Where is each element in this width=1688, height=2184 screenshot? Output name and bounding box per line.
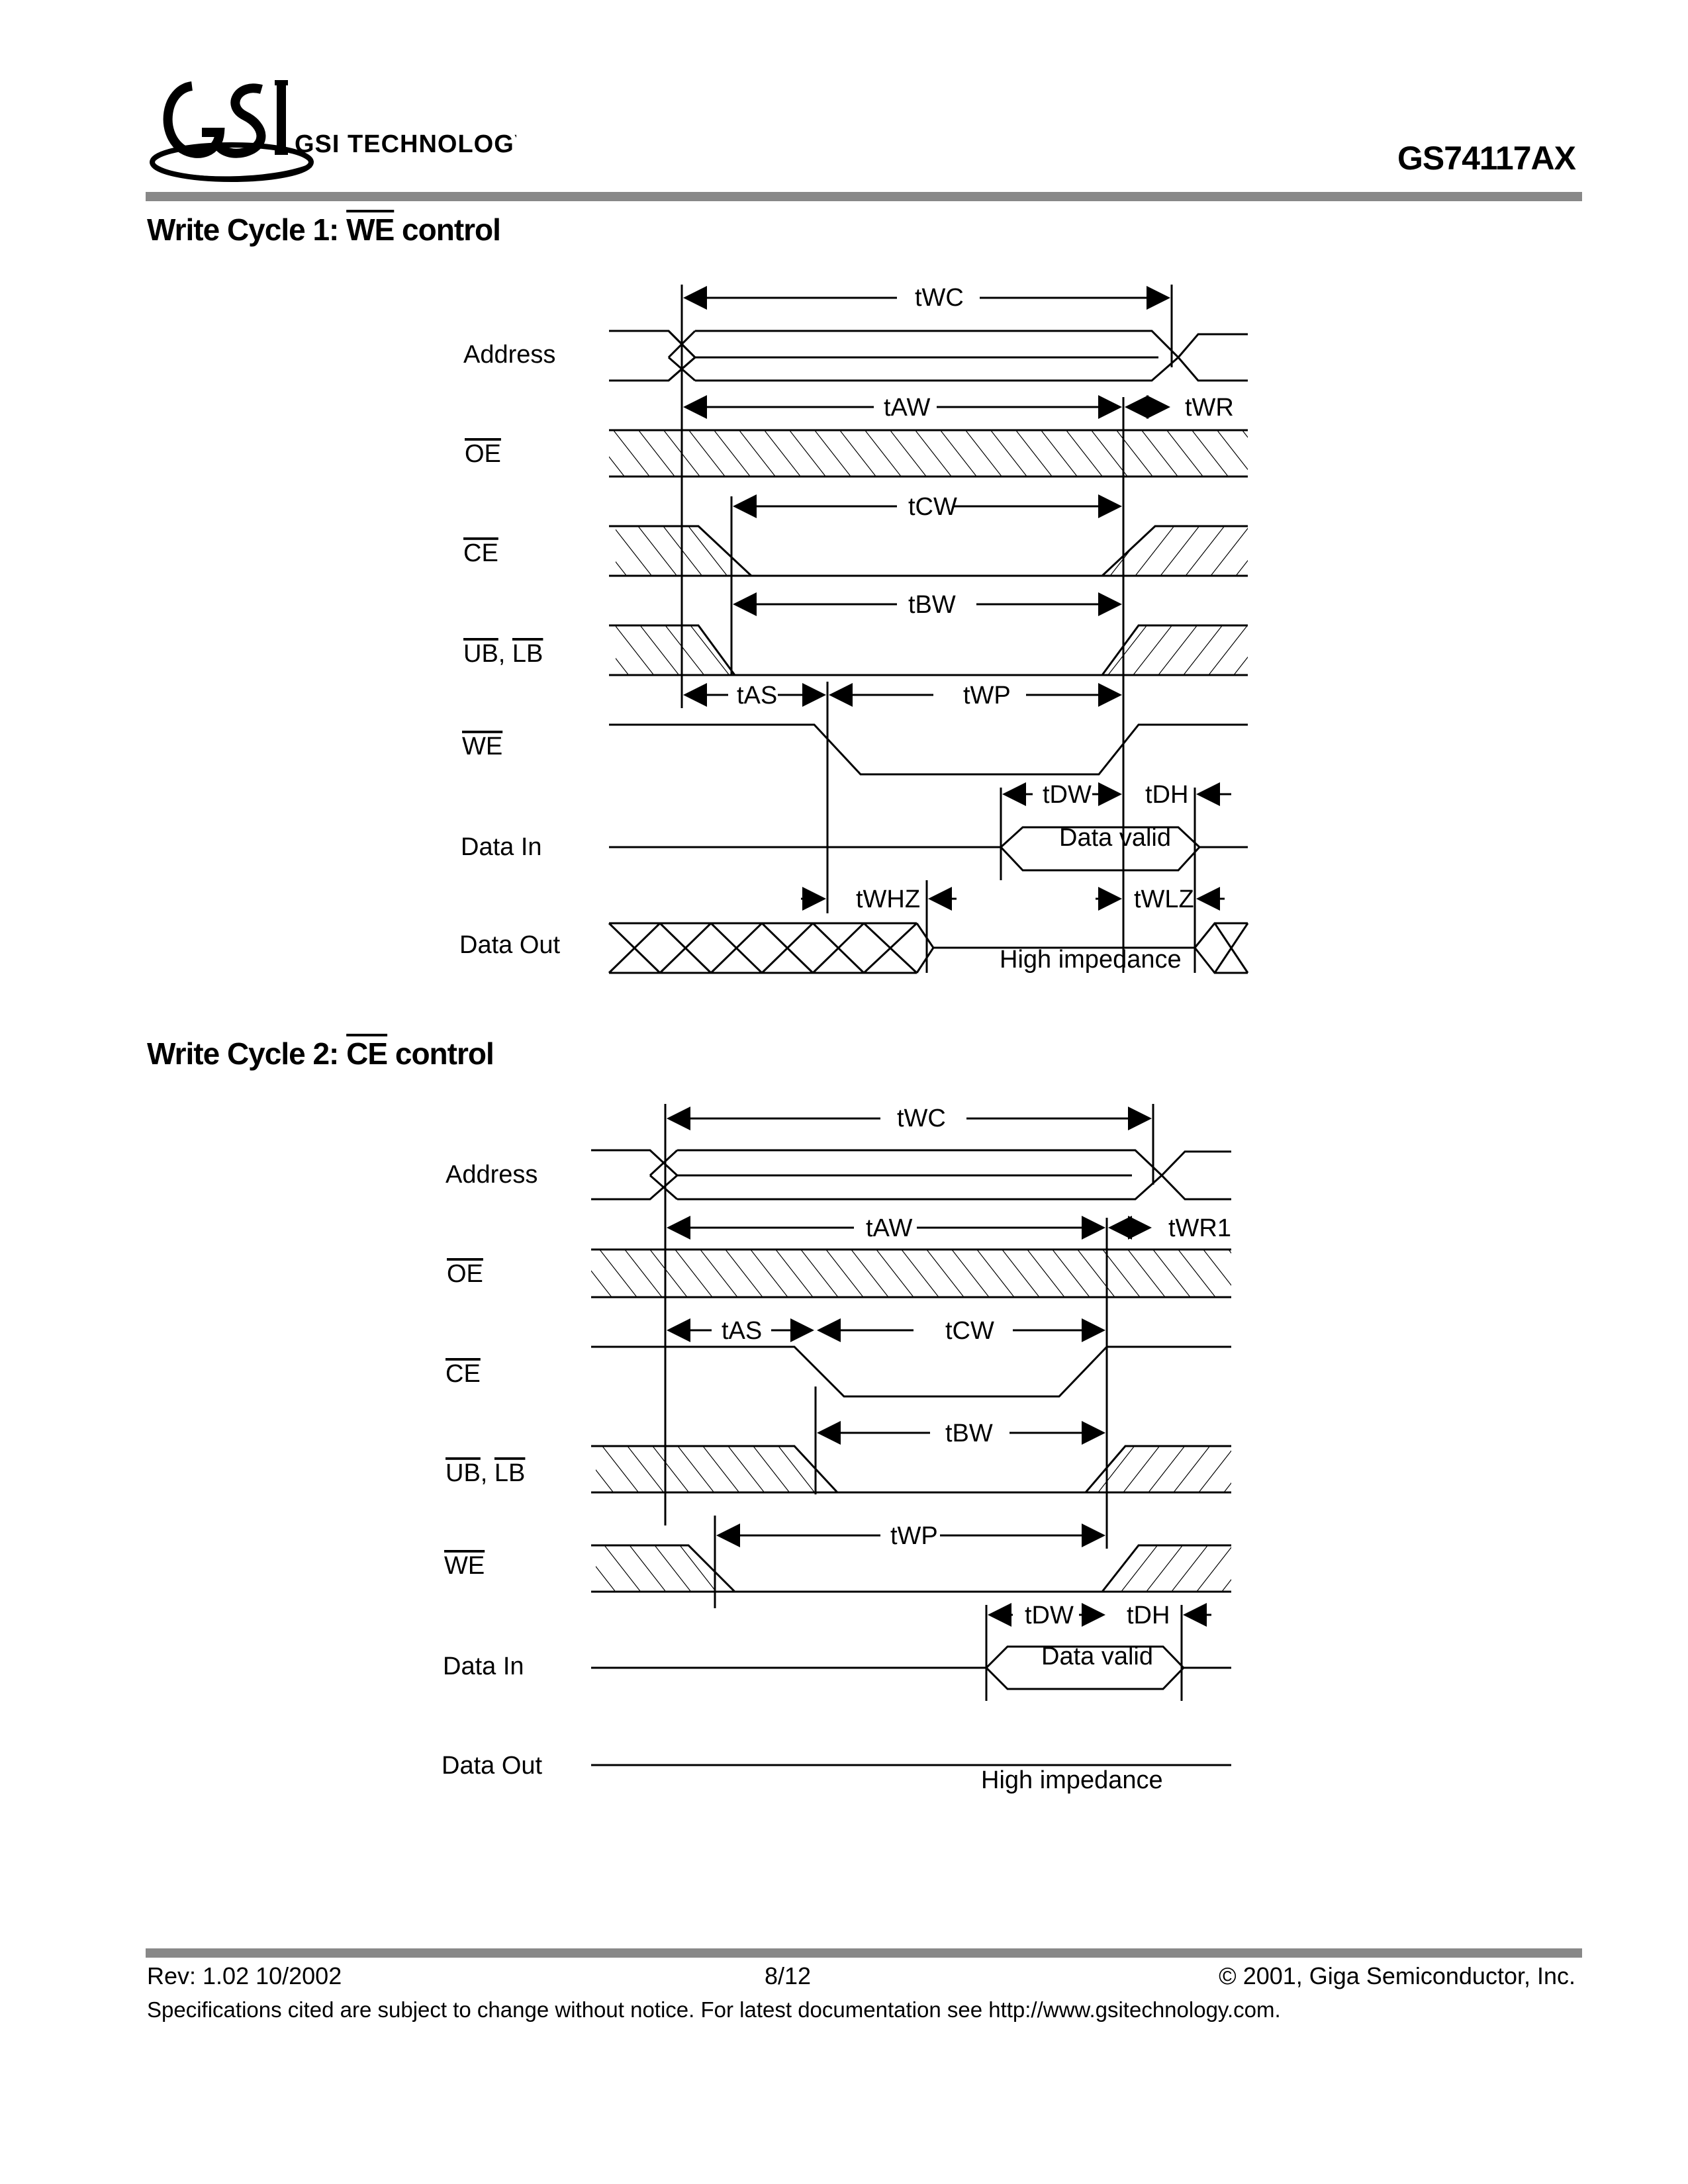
signal-label-we: WE	[444, 1552, 485, 1580]
timing-label-twr: tWR	[1185, 394, 1234, 422]
logo-text: GSI TECHNOLOGY	[295, 130, 516, 158]
address-waveform	[677, 1175, 1231, 1199]
signal-label-we: WE	[462, 733, 503, 760]
signal-label-address: Address	[445, 1161, 538, 1189]
data-valid-label: Data valid	[1041, 1643, 1153, 1670]
footer-page-number: 8/12	[765, 1962, 812, 1989]
timing-label-taw: tAW	[866, 1214, 913, 1242]
we-waveform	[609, 725, 1248, 774]
data-in-waveform	[986, 1668, 1184, 1689]
timing-label-tcw: tCW	[945, 1317, 994, 1345]
high-impedance-label: High impedance	[1000, 946, 1182, 974]
footer-rule	[146, 1948, 1582, 1958]
title-suffix: control	[387, 1036, 494, 1071]
title-prefix: Write Cycle 1:	[147, 212, 347, 247]
timing-label-tdw: tDW	[1025, 1602, 1074, 1629]
timing-label-taw: tAW	[884, 394, 931, 422]
timing-label-twc: tWC	[897, 1105, 946, 1132]
signal-label-oe: OE	[447, 1260, 483, 1288]
comma: ,	[498, 640, 512, 668]
footer-notice: Specifications cited are subject to change without notice. For latest documentation see http://www.gsitechnology.com.	[147, 1997, 1281, 2022]
title-signal: $\overline{CE}$	[346, 1036, 388, 1071]
timing-label-tcw: tCW	[908, 493, 957, 521]
timing-label-tbw: tBW	[908, 591, 956, 619]
lb-label: LB	[494, 1459, 526, 1487]
timing-label-twr1: tWR1	[1168, 1214, 1231, 1242]
address-waveform	[677, 1150, 1231, 1175]
footer-copyright: © 2001, Giga Semiconductor, Inc.	[1219, 1962, 1575, 1989]
timing-diagram-cycle2	[0, 1026, 1688, 1820]
address-waveform	[695, 331, 1248, 357]
address-waveform	[695, 357, 1248, 381]
timing-label-twlz: tWLZ	[1134, 886, 1194, 913]
signal-label-ce: CE	[445, 1360, 481, 1388]
timing-label-twc: tWC	[915, 284, 964, 312]
signal-label-oe: OE	[465, 440, 501, 468]
timing-label-tbw: tBW	[945, 1420, 993, 1447]
timing-diagram-cycle1	[0, 0, 1688, 1026]
oe-hatch	[591, 1250, 1231, 1297]
title-suffix: control	[394, 212, 500, 247]
part-number: GS74117AX	[1397, 140, 1575, 177]
title-signal: $\overline{WE}$	[346, 212, 395, 247]
data-valid-label: Data valid	[1059, 824, 1171, 852]
signal-label-address: Address	[463, 341, 556, 369]
signal-label-ce: CE	[463, 539, 498, 567]
oe-hatch	[609, 430, 1248, 477]
signal-label-data-out: Data Out	[459, 931, 561, 959]
ub-label: UB	[463, 640, 498, 668]
lb-label: LB	[512, 640, 543, 668]
signal-label-data-in: Data In	[461, 833, 542, 861]
timing-label-twhz: tWHZ	[856, 886, 921, 913]
timing-label-tdh: tDH	[1127, 1602, 1170, 1629]
ce-waveform	[591, 1347, 1231, 1396]
ub-label: UB	[445, 1459, 481, 1487]
signal-label-data-in: Data In	[443, 1653, 524, 1680]
signal-label-data-out: Data Out	[442, 1752, 543, 1780]
timing-label-tas: tAS	[722, 1317, 763, 1345]
timing-label-twp: tWP	[963, 682, 1011, 709]
signal-label-ub-lb	[463, 640, 543, 668]
comma: ,	[480, 1459, 494, 1487]
high-impedance-label: High impedance	[981, 1766, 1163, 1794]
title-prefix: Write Cycle 2:	[147, 1036, 347, 1071]
timing-label-tas: tAS	[737, 682, 778, 709]
timing-label-twp: tWP	[890, 1522, 938, 1550]
timing-label-tdh: tDH	[1145, 781, 1189, 809]
signal-label-ub-lb	[445, 1459, 525, 1487]
footer-revision: Rev: 1.02 10/2002	[147, 1962, 342, 1989]
timing-label-tdw: tDW	[1043, 781, 1092, 809]
